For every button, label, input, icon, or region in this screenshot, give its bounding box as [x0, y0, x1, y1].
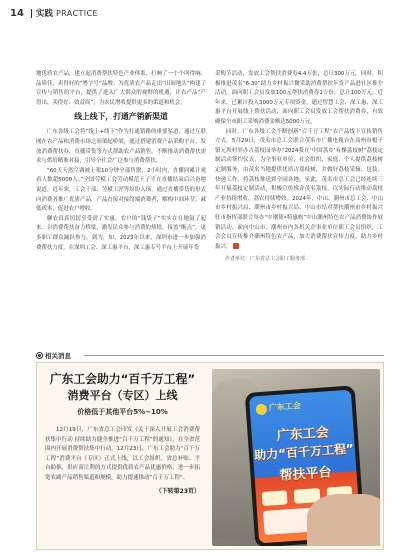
article-right-column: [215, 70, 383, 265]
hand: [307, 494, 380, 546]
paragraph: 采购节活动，发放工会帮扶消费券4.4万张，总计300万元。同时，积极推进茂名“6·30”助力乡村振兴微采助消费帮扶年货产品进社区推介活动，面向职工会员发放100元帮扶消费券1万份，总计100万元。近年来，已累计投入3000万元专项资金，通过智慧工会、深工惠、深工惠平台开展线上帮扶活动，面向职工会员发放工会帮扶消费券，有效确保全市职工采购消费金额达5000万元。: [215, 71, 383, 125]
paragraph: [215, 128, 383, 253]
continued-note: （下转第23页）: [155, 487, 200, 495]
paragraph: 广东各级工会将“线上+线下”作为打通销路的重要渠道，通过互联网在农产品和消费市场之间架起桥梁，通过搭建消费产品采购平台、发放消费帮扶券、直播带货等方式帮助农产品销售，不断推动消费帮扶需求与供给精准对接，引导全社会广泛参与消费帮扶。: [36, 129, 206, 165]
page-header: [10, 5, 98, 21]
section-subtitle: 线上线下，打通产销新渠道: [74, 112, 168, 122]
related-news-label-text: 相关消息: [45, 352, 71, 360]
article-left-column: [36, 70, 206, 253]
bullet-circle-icon: [36, 352, 43, 359]
related-news-box: [36, 362, 384, 550]
paragraph: 地优质农产品，建立起消费帮扶特色产业体系，打响了一个个叫得响、品质佳、卖得好的“粤字号”品牌。为优质农产品走出“田间地头”构建了宣传与销售的平台，提供了进入广大群众的视野的机遇，让农产品“产得出、卖得好、效益高”，为农民增收提供更多的渠道和机会。: [36, 71, 206, 106]
related-news-body: [45, 426, 200, 484]
author-credit: 作者单位：广东省总工会职工服务部: [225, 256, 306, 263]
section-title-en: PRACTICE: [55, 8, 99, 18]
end-mark-icon: [233, 243, 239, 249]
related-news-header: [36, 351, 384, 360]
divider: [84, 355, 384, 356]
screen-headline-2: 助力“百千万工程”: [253, 441, 355, 463]
related-news-text: [45, 371, 200, 495]
related-news-title: 广东工会助力“百千万工程”: [49, 372, 196, 386]
screen-brand: 广东工会: [268, 400, 302, 413]
header-divider: [31, 9, 32, 18]
related-news-title-line2: 消费平台（专区）上线: [67, 389, 178, 402]
related-news-subtitle: 价格低于其他平台5%~10%: [77, 408, 168, 416]
screen-headline-1: 广东工会: [276, 425, 330, 444]
union-logo-icon: [256, 404, 268, 416]
paragraph-text: 同时，广东各级工会不断创新“百千万工程”农产品线下宣传销售方式。5月29日，茂名市总工会联合茂名市广播电视台在高州市根子镇元坝村举办古荔枝园举办“2024我在‘中国荔乡’有棵荔枝树”荔枝定制活动签约仪式，为全事业单位、社会组织、家庭、个人提供荔枝树定制服务，由茂名当地提供优质古荔枝树，并做好荔枝采摘、包装、快递工作，将荔枝推送到全国各地。至此，茂名市总工会已经连续三年开展荔枝定制活动，积极宣传推介茂名荔枝，以实际行动推动荔枝产业持续增收，荔农持续增收。2024年，中山、潮州市总工会、中山市乡村振兴局、潮州市乡村振兴局、中山市结对帮扶潮州市乡村振兴驻市指挥部联合举办“中潮情•特惠购”中山潮州特色农产品消费协作展销活动，面向中山市、潮州市内各机关企事业单位职工会员组织，工会会员宣传推介潮州特色农产品，加大消费帮扶宣传力度，助力乡村振兴。: [215, 128, 383, 250]
screen-headline-3: 帮扶平台: [279, 465, 333, 484]
phone-photo: [212, 369, 380, 546]
paragraph: 12月19日，广东省总工会印发《关于深入开展工会消费帮扶集中行动 持续助力健全推进“百千万工程”的通知》，在全省范围内开展消费帮扶集中行动。12月23日，广东工会助力“百千万工程”消费平台（专区）正式上线，以工会组织，省总补贴、平台助推，供应商让利的方式提供优质农产品优惠价格，进一步拓宽农副产品销售渠道和规模，助力提速推动“百千万工程”。: [45, 427, 200, 481]
page-number: 14: [10, 7, 24, 19]
paragraph: “60天天然空调被上架10分钟全部售罄，2小时内，直播间累计观看人数超5000人。”全国劳模工会劳动模范王子平在直播结束后兴奋地说道。近年来，工会干部、劳模工匠等纷纷入场，通过直播带货的形式向消费者推广优质产品，产品直接对接终端消费者，解构中间环节，减低成本，促进农户增收。: [36, 167, 206, 213]
paragraph: 聊农真真切切享受到了实惠，农户的“钱袋子”实实在在地鼓了起来。以消费帮扶奋力桥梁，激发民众参与消费的热情，接盖“断点”，更多职工群众踊跃参与。到为，如，2023年以来，深圳市进一步加强消费帮扶力度，在深圳工会、深工惠平台、深工惠专号平台上开展年货: [36, 215, 206, 251]
section-title: 实践: [35, 9, 53, 19]
